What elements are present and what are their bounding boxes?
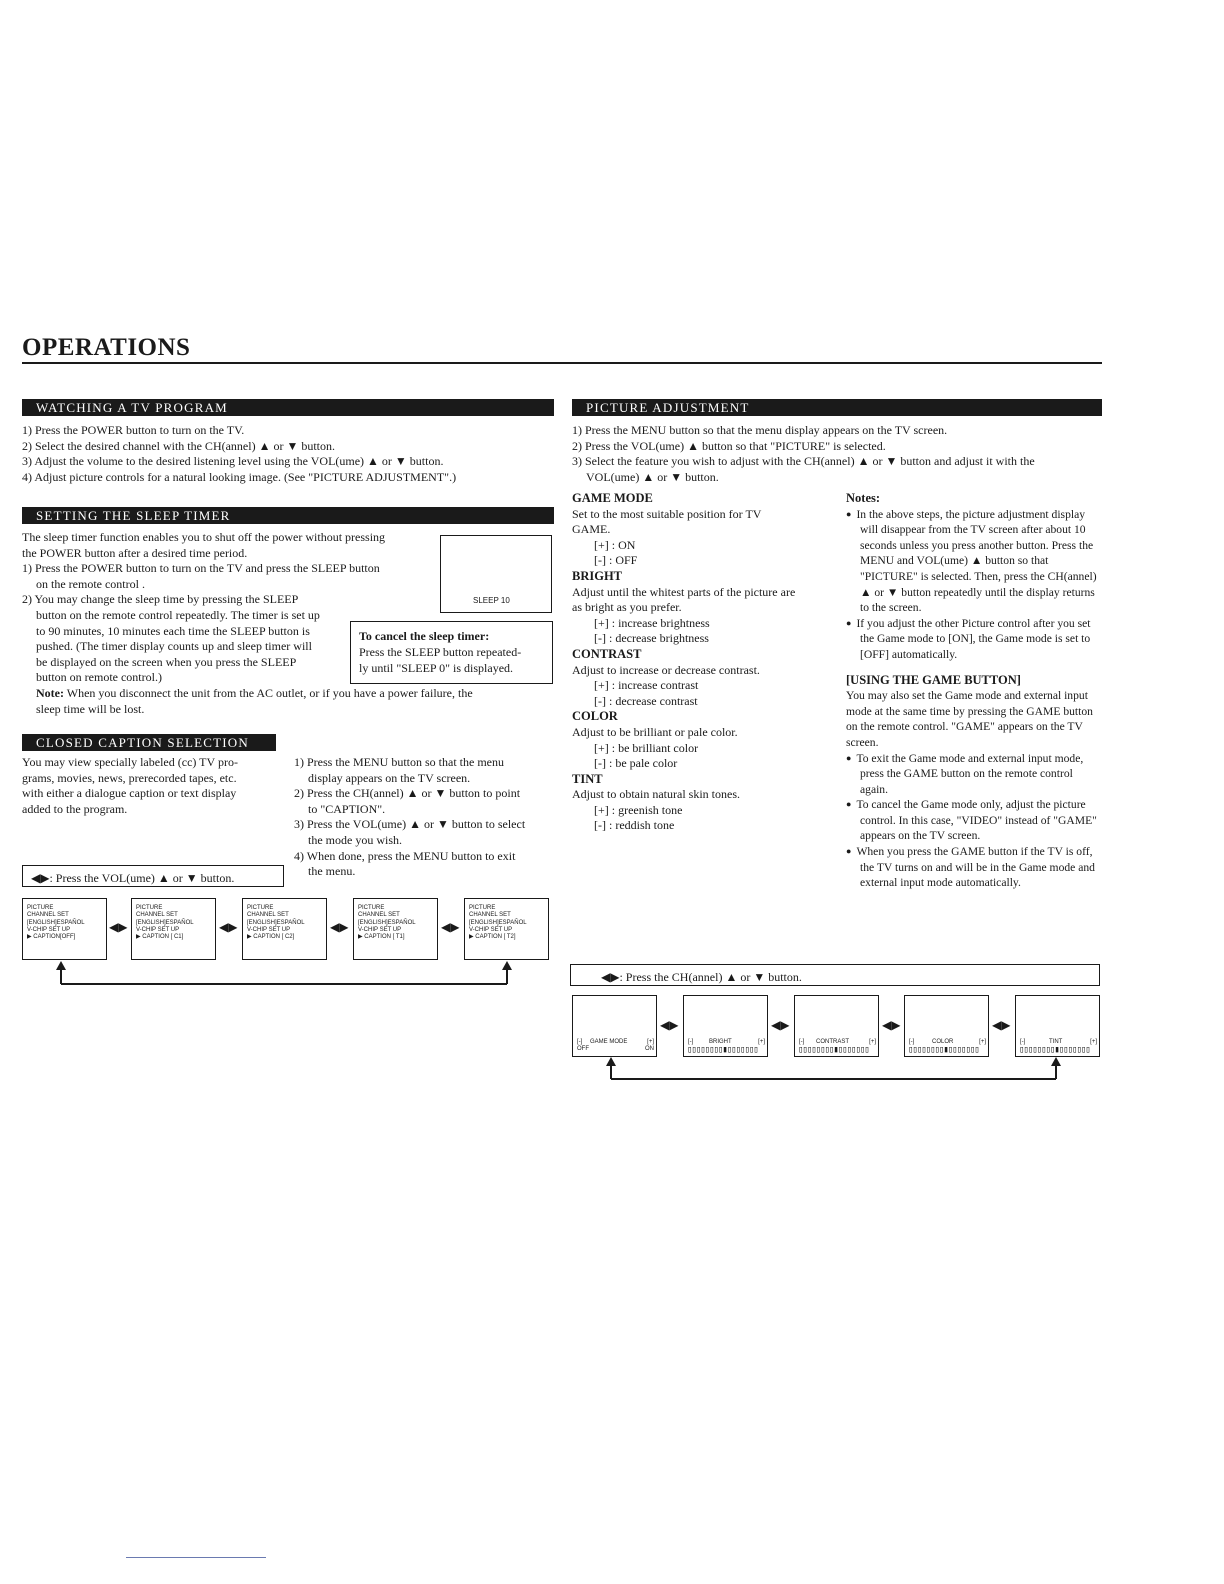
- contrast-option: [+] : increase contrast: [594, 678, 699, 693]
- screen-plus: [+]: [758, 1039, 765, 1045]
- screen-line: V-CHIP SET UP: [469, 926, 513, 933]
- watching-section-header: WATCHING A TV PROGRAM: [22, 399, 554, 416]
- screen-line: [ENGLISH]ESPAÑOL: [358, 919, 416, 926]
- game-mode-option: [-] : OFF: [594, 553, 638, 568]
- watching-step-4: 4) Adjust picture controls for a natural looking image. (See "PICTURE ADJUSTMENT".): [22, 469, 457, 484]
- screen-line: CHANNEL SET: [469, 912, 511, 919]
- watching-step-1: 1) Press the POWER button to turn on the TV.: [22, 423, 245, 437]
- screen-label: BRIGHT: [709, 1039, 732, 1045]
- page-title: OPERATIONS: [22, 334, 191, 361]
- bright-screen: [683, 995, 768, 1057]
- tint-option: [-] : reddish tone: [594, 818, 675, 833]
- sleep-step-2: 2) You may change the sleep time by pressing the SLEEP: [22, 592, 299, 607]
- sleep-note-text: When you disconnect the unit from the AC outlet, or if you have a power failure, the: [63, 686, 473, 700]
- screen-label: TINT: [1049, 1039, 1063, 1045]
- game-button-item: ● To cancel the Game mode only, adjust the picture control. In this case, "VIDEO" instead of "GAME" appears on the TV screen.: [846, 797, 1098, 844]
- left-right-arrow-icon: ◀▶: [771, 1018, 790, 1032]
- contrast-option: [-] : decrease contrast: [594, 693, 698, 708]
- caption-intro-line: You may view specially labeled (cc) TV pro-: [22, 755, 238, 769]
- color-option: [-] : be pale color: [594, 756, 678, 771]
- game-mode-text: Set to the most suitable position for TV: [572, 506, 762, 521]
- caption-step-3: 3) Press the VOL(ume) ▲ or ▼ button to select: [294, 817, 526, 832]
- screen-label: COLOR: [932, 1039, 954, 1045]
- game-button-item: ● When you press the GAME button if the TV is off, the TV turns on and will be in the Game mode and external input mode automatically.: [846, 844, 1098, 891]
- screen-minus: [-]: [909, 1039, 915, 1045]
- contrast-text: Adjust to increase or decrease contrast.: [572, 662, 760, 677]
- game-mode-screen: [572, 995, 657, 1057]
- picture-notes: [846, 491, 1098, 891]
- screen-on-value: ON: [645, 1046, 654, 1052]
- sleep-section-header: SETTING THE SLEEP TIMER: [22, 507, 554, 524]
- screen-minus: [-]: [799, 1039, 805, 1045]
- sleep-step-2-cont: button on the remote control repeatedly. The timer is set up: [36, 607, 320, 622]
- screen-line: PICTURE: [27, 905, 54, 911]
- left-right-arrow-icon: ◀▶: [109, 920, 128, 934]
- screen-line: [ENGLISH]ESPAÑOL: [469, 919, 527, 926]
- contrast-meter: ▯▯▯▯▯▯▯▯▮▯▯▯▯▯▯▯: [798, 1045, 869, 1055]
- tint-screen: [1015, 995, 1100, 1057]
- screen-line: V-CHIP SET UP: [358, 926, 402, 933]
- screen-label: CONTRAST: [816, 1039, 850, 1045]
- picture-press-hint-text: : Press the CH(annel) ▲ or ▼ button.: [619, 970, 802, 984]
- left-right-arrow-icon: ◀▶: [882, 1018, 901, 1032]
- screen-line: PICTURE: [469, 905, 496, 911]
- picture-loop-arrow-icon: [605, 1055, 1070, 1083]
- screen-line: CHANNEL SET: [358, 912, 400, 919]
- picture-press-hint: [570, 964, 1100, 986]
- left-right-arrow-icon: ◀▶: [441, 920, 460, 934]
- color-meter: ▯▯▯▯▯▯▯▯▮▯▯▯▯▯▯▯: [908, 1045, 979, 1055]
- caption-step-4-cont: the menu.: [308, 864, 356, 879]
- sleep-step-2-cont: be displayed on the screen when you press the SLEEP: [36, 654, 297, 669]
- screen-line: [ENGLISH]ESPAÑOL: [136, 919, 194, 926]
- caption-step-4: 4) When done, press the MENU button to exit: [294, 848, 516, 863]
- sleep-note-text-cont: sleep time will be lost.: [36, 701, 145, 716]
- screen-line: ▶ CAPTION [ T1]: [358, 934, 405, 941]
- screen-line: V-CHIP SET UP: [27, 926, 71, 933]
- contrast-screen: [794, 995, 879, 1057]
- caption-screen-off: [22, 898, 107, 960]
- caption-screen-c2: [242, 898, 327, 960]
- screen-line: CHANNEL SET: [27, 912, 69, 919]
- title-rule: [22, 362, 1102, 364]
- note-item: ● If you adjust the other Picture control after you set the Game mode to [ON], the Game mode is set to [OFF] automatically.: [846, 616, 1098, 663]
- sleep-screen: [440, 535, 552, 613]
- caption-screen-c1: [131, 898, 216, 960]
- color-text: Adjust to be brilliant or pale color.: [572, 724, 738, 739]
- contrast-title: CONTRAST: [572, 646, 642, 661]
- caption-step-1-cont: display appears on the TV screen.: [308, 770, 471, 785]
- caption-step-3-cont: the mode you wish.: [308, 832, 402, 847]
- caption-steps: [294, 755, 556, 880]
- screen-line: ▶ CAPTION [ C1]: [136, 934, 184, 941]
- game-button-text: You may also set the Game mode and external input mode at the same time by pressing the GAME button on the remote control. "GAME" appears on the TV screen.: [846, 689, 1093, 749]
- caption-screen-t2: [464, 898, 549, 960]
- left-right-arrow-icon: ◀▶: [601, 970, 620, 984]
- sleep-cancel-title: To cancel the sleep timer:: [359, 629, 490, 643]
- screen-plus: [+]: [1090, 1039, 1097, 1045]
- game-mode-text: GAME.: [572, 522, 611, 537]
- color-screen: [904, 995, 989, 1057]
- sleep-intro-line: the POWER button after a desired time period.: [22, 545, 248, 560]
- screen-line: ▶ CAPTION [ T2]: [469, 934, 516, 941]
- caption-intro-line: grams, movies, news, prerecorded tapes, etc.: [22, 770, 237, 785]
- tint-title: TINT: [572, 771, 603, 786]
- caption-step-2: 2) Press the CH(annel) ▲ or ▼ button to point: [294, 786, 521, 801]
- sleep-note-label: Note:: [36, 686, 64, 700]
- picture-step-1: 1) Press the MENU button so that the menu display appears on the TV screen.: [572, 423, 948, 437]
- color-title: COLOR: [572, 709, 618, 724]
- caption-screen-t1: [353, 898, 438, 960]
- left-right-arrow-icon: ◀▶: [330, 920, 349, 934]
- sleep-step-2-cont: button on remote control.): [36, 670, 162, 685]
- left-right-arrow-icon: ◀▶: [660, 1018, 679, 1032]
- bright-text: as bright as you prefer.: [572, 600, 682, 615]
- sleep-step-1: 1) Press the POWER button to turn on the TV and press the SLEEP button: [22, 561, 380, 576]
- footer-rule: [126, 1557, 266, 1558]
- notes-title: Notes:: [846, 491, 881, 505]
- screen-plus: [+]: [869, 1039, 876, 1045]
- screen-line: V-CHIP SET UP: [136, 926, 180, 933]
- screen-line: ▶ CAPTION [ C2]: [247, 934, 295, 941]
- caption-step-2-cont: to "CAPTION".: [308, 801, 386, 816]
- note-item: ● In the above steps, the picture adjustment display will disappear from the TV screen after about 10 seconds unless you press another button. Press the MENU and VOL(ume) ▲ button so that "PICTURE" is selected. Then, press the CH(annel) ▲ or ▼ button repeatedly until the display returns to the screen.: [846, 507, 1098, 616]
- screen-plus: [+]: [647, 1039, 654, 1045]
- color-option: [+] : be brilliant color: [594, 740, 699, 755]
- screen-line: CHANNEL SET: [247, 912, 289, 919]
- sleep-step-2-cont: pushed. (The timer display counts up and sleep timer will: [36, 639, 312, 654]
- sleep-screen-text: SLEEP 10: [473, 596, 510, 605]
- picture-step-3-cont: VOL(ume) ▲ or ▼ button.: [586, 469, 719, 484]
- caption-intro-line: with either a dialogue caption or text display: [22, 786, 237, 801]
- game-mode-title: GAME MODE: [572, 491, 653, 505]
- sleep-intro-line: The sleep timer function enables you to shut off the power without pressing: [22, 530, 386, 544]
- caption-section-header: CLOSED CAPTION SELECTION: [22, 734, 276, 751]
- watching-steps: [22, 423, 562, 485]
- left-right-arrow-icon: ◀▶: [31, 871, 50, 885]
- caption-intro-line: added to the program.: [22, 801, 128, 816]
- screen-line: ▶ CAPTION[OFF]: [27, 934, 76, 941]
- bright-title: BRIGHT: [572, 568, 623, 583]
- screen-minus: [-]: [688, 1039, 694, 1045]
- screen-line: PICTURE: [358, 905, 385, 911]
- game-mode-option: [+] : ON: [594, 537, 636, 552]
- left-right-arrow-icon: ◀▶: [219, 920, 238, 934]
- left-right-arrow-icon: ◀▶: [992, 1018, 1011, 1032]
- picture-section-header: PICTURE ADJUSTMENT: [572, 399, 1102, 416]
- picture-features: [572, 491, 837, 834]
- bright-text: Adjust until the whitest parts of the picture are: [572, 584, 796, 599]
- sleep-step-1-cont: on the remote control .: [36, 576, 145, 591]
- picture-step-2: 2) Press the VOL(ume) ▲ button so that "PICTURE" is selected.: [572, 438, 886, 453]
- screen-line: PICTURE: [136, 905, 163, 911]
- game-button-item: ● To exit the Game mode and external input mode, press the GAME button on the remote control again.: [846, 751, 1098, 798]
- screen-label: GAME MODE: [590, 1039, 628, 1045]
- bright-option: [+] : increase brightness: [594, 615, 710, 630]
- caption-step-1: 1) Press the MENU button so that the menu: [294, 755, 504, 769]
- caption-press-hint: [22, 865, 284, 887]
- screen-minus: [-]: [1020, 1039, 1026, 1045]
- screen-line: [ENGLISH]ESPAÑOL: [27, 919, 85, 926]
- tint-meter: ▯▯▯▯▯▯▯▯▮▯▯▯▯▯▯▯: [1019, 1045, 1090, 1055]
- game-button-title: [USING THE GAME BUTTON]: [846, 672, 1021, 687]
- sleep-cancel-text: Press the SLEEP button repeated-: [359, 645, 522, 659]
- caption-press-hint-text: : Press the VOL(ume) ▲ or ▼ button.: [49, 871, 235, 885]
- tint-text: Adjust to obtain natural skin tones.: [572, 787, 740, 802]
- sleep-cancel-text: ly until "SLEEP 0" is displayed.: [359, 661, 514, 675]
- picture-steps: [572, 423, 1102, 485]
- caption-intro: [22, 755, 284, 817]
- screen-line: PICTURE: [247, 905, 274, 911]
- screen-minus: [-]: [577, 1039, 583, 1045]
- picture-step-3: 3) Select the feature you wish to adjust with the CH(annel) ▲ or ▼ button and adjust it with the: [572, 454, 1035, 469]
- watching-step-2: 2) Select the desired channel with the CH(annel) ▲ or ▼ button.: [22, 438, 336, 453]
- screen-line: CHANNEL SET: [136, 912, 178, 919]
- sleep-step-2-cont: to 90 minutes, 10 minutes each time the SLEEP button is: [36, 623, 310, 638]
- bright-option: [-] : decrease brightness: [594, 631, 709, 646]
- screen-plus: [+]: [979, 1039, 986, 1045]
- tint-option: [+] : greenish tone: [594, 802, 683, 817]
- caption-loop-arrow-icon: [55, 958, 525, 988]
- sleep-note: [36, 686, 556, 717]
- screen-line: [ENGLISH]ESPAÑOL: [247, 919, 305, 926]
- screen-line: V-CHIP SET UP: [247, 926, 291, 933]
- sleep-cancel-box: [350, 621, 553, 684]
- screen-off-value: OFF: [577, 1046, 589, 1052]
- bright-meter: ▯▯▯▯▯▯▯▯▮▯▯▯▯▯▯▯: [687, 1045, 758, 1055]
- watching-step-3: 3) Adjust the volume to the desired listening level using the VOL(ume) ▲ or ▼ button.: [22, 454, 444, 469]
